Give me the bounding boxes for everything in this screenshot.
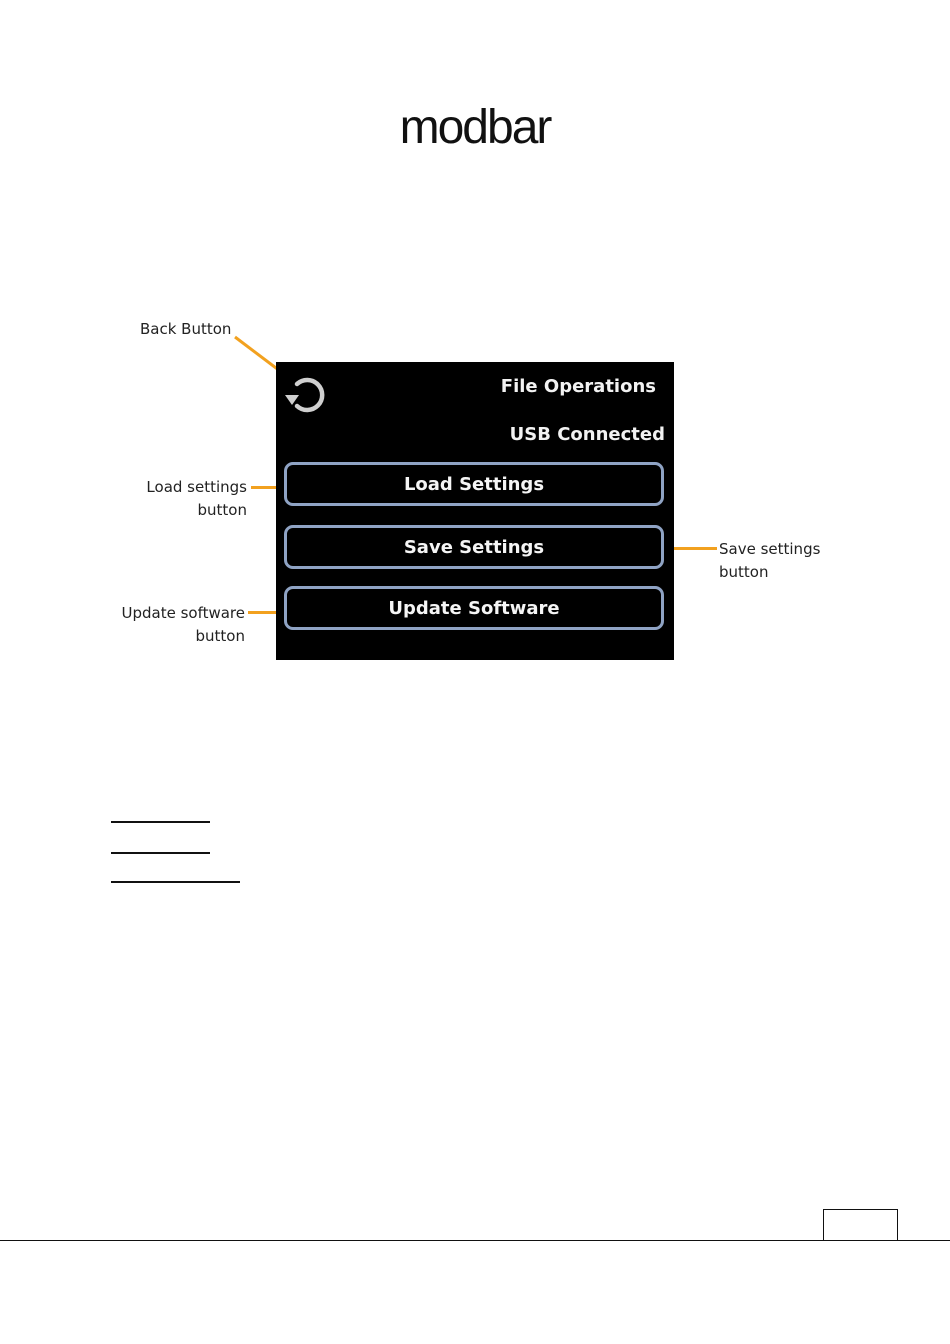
link-line-2[interactable] [111, 852, 210, 854]
save-settings-annotation [719, 538, 820, 584]
update-annotation-line1: Update software [121, 604, 245, 622]
screen-title: File Operations [500, 376, 656, 397]
link-line-3[interactable] [111, 881, 240, 883]
load-annotation-line1: Load settings [146, 478, 247, 496]
modbar-logo: modbar [399, 101, 551, 154]
refresh-arrow-icon[interactable] [283, 370, 331, 418]
update-annotation-line2: button [195, 627, 245, 645]
save-annotation-line1: Save settings [719, 540, 821, 558]
save-annotation-line2: button [719, 563, 769, 581]
load-annotation-line2: button [197, 501, 247, 519]
save-settings-button[interactable]: Save Settings [284, 525, 664, 569]
link-line-1[interactable] [111, 821, 210, 823]
save-leader-line [668, 547, 717, 550]
update-software-annotation [100, 602, 245, 648]
page-number-box [823, 1209, 898, 1240]
back-button-annotation: Back Button [140, 320, 232, 338]
load-settings-button[interactable]: Load Settings [284, 462, 664, 506]
update-software-button[interactable]: Update Software [284, 586, 664, 630]
device-screen [276, 362, 674, 660]
footer-rule [0, 1240, 950, 1241]
load-settings-annotation [120, 476, 247, 522]
usb-status: USB Connected [509, 424, 665, 445]
